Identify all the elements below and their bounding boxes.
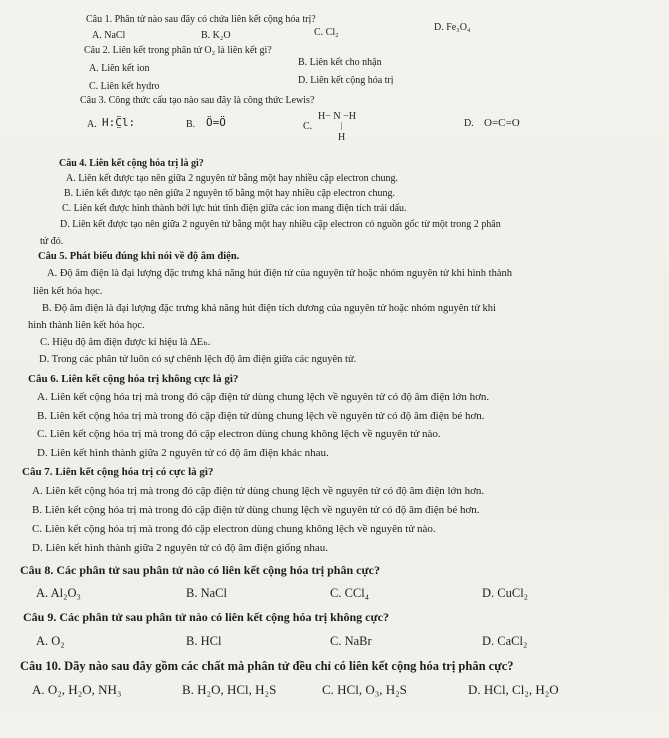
q3-option-d-label: D.: [464, 118, 474, 129]
q3-option-b-formula: Ö=Ö: [206, 116, 226, 129]
q6-option-c: C. Liên kết cộng hóa trị mà trong đó cặp electron dùng chung không lệch về nguyên tử nào.: [37, 428, 441, 440]
q2-option-b: B. Liên kết cho nhận: [298, 57, 382, 68]
q2-option-c: C. Liên kết hydro: [89, 81, 160, 92]
q9-option-c: C. NaBr: [330, 634, 372, 648]
q1-option-c: C. Cl₂: [314, 27, 339, 38]
q4-stem: Câu 4. Liên kết cộng hóa trị là gì?: [59, 158, 204, 169]
q4-option-c: C. Liên kết được hình thành bởi lực hút tĩnh điện giữa các ion mang điện tích trái dấu.: [62, 203, 407, 214]
q1-stem: Câu 1. Phân tử nào sau đây có chứa liên kết cộng hóa trị?: [86, 14, 316, 25]
q1-option-a: A. NaCl: [92, 30, 126, 41]
q4-option-a: A. Liên kết được tạo nên giữa 2 nguyên tử bằng một hay nhiều cặp electron chung.: [66, 173, 399, 184]
q6-option-d: D. Liên kết hình thành giữa 2 nguyên tử có độ âm điện khác nhau.: [37, 447, 329, 459]
q2-option-d: D. Liên kết cộng hóa trị: [298, 75, 394, 86]
q5-option-d: D. Trong các phân tử luôn có sự chênh lệch độ âm điện giữa các nguyên tử.: [39, 354, 357, 365]
q8-stem: Câu 8. Các phân tử sau phân tử nào có liên kết cộng hóa trị phân cực?: [20, 563, 380, 577]
q5-option-b-line1: B. Độ âm điện là đại lượng đặc trưng khả năng hút điện tích dương của nguyên tử hoặc nhóm nguyên tử khi: [42, 303, 496, 314]
q3-option-d-formula: O=C=O: [484, 117, 520, 129]
q10-option-a: A. O₂, H₂O, NH₃: [32, 682, 122, 697]
q2-stem: Câu 2. Liên kết trong phân tử O₂ là liên kết gì?: [84, 45, 272, 56]
q6-option-a: A. Liên kết cộng hóa trị mà trong đó cặp điện tử dùng chung lệch về nguyên tử có độ âm điện lớn hơn.: [37, 391, 490, 403]
q8-option-b: B. NaCl: [186, 586, 227, 600]
q6-option-b: B. Liên kết cộng hóa trị mà trong đó cặp điện tử dùng chung lệch về nguyên tử có độ âm điện bé hơn.: [37, 410, 485, 422]
q4-option-d-line2: tử đó.: [40, 236, 64, 247]
q10-option-b: B. H₂O, HCl, H₂S: [182, 682, 277, 697]
q5-option-c: C. Hiệu độ âm điện được kí hiệu là ΔEₕ.: [40, 337, 211, 348]
q1-option-b: B. K₂O: [201, 30, 231, 41]
q4-option-d-line1: D. Liên kết được tạo nên giữa 2 nguyên tử bằng một hay nhiều cặp electron có nguồn gốc từ một trong 2 phân: [60, 219, 501, 230]
q10-stem: Câu 10. Dãy nào sau đây gồm các chất mà phân tử đều chỉ có liên kết cộng hóa trị phân cực?: [20, 659, 514, 673]
q3-option-a-label: A.: [87, 119, 97, 130]
q3-option-c-formula-bottom: H: [338, 132, 346, 143]
q10-option-c: C. HCl, O₃, H₂S: [322, 682, 407, 697]
q8-option-c: C. CCl₄: [330, 586, 370, 600]
q5-stem: Câu 5. Phát biểu đúng khi nói về độ âm điện.: [38, 251, 240, 262]
q3-option-c-label: C.: [303, 121, 313, 132]
q3-option-c-bond: |: [341, 121, 343, 130]
q3-option-a-formula: H:C̤̈l:: [102, 116, 136, 129]
q5-option-b-line2: hình thành liên kết hóa học.: [28, 320, 145, 331]
q8-option-d: D. CuCl₂: [482, 586, 529, 600]
q8-option-a: A. Al₂O₃: [36, 586, 81, 600]
q7-option-a: A. Liên kết cộng hóa trị mà trong đó cặp điện tử dùng chung lệch về nguyên tử có độ âm điện lớn hơn.: [32, 485, 485, 497]
q3-option-b-label: B.: [186, 119, 196, 130]
q3-stem: Câu 3. Công thức cấu tạo nào sau đây là công thức Lewis?: [80, 95, 315, 106]
q10-option-d: D. HCl, Cl₂, H₂O: [468, 682, 559, 697]
q5-option-a-line1: A. Độ âm điện là đại lượng đặc trưng khả năng hút điện tử của nguyên tử hoặc nhóm nguyên tử khi hình thành: [47, 268, 512, 279]
q7-option-c: C. Liên kết cộng hóa trị mà trong đó cặp electron dùng chung không lệch về nguyên tử nào.: [32, 523, 436, 535]
q1-option-d: D. Fe₃O₄: [434, 22, 471, 33]
q5-option-a-line2: liên kết hóa học.: [33, 286, 103, 297]
q9-stem: Câu 9. Các phân tử sau phân tử nào có liên kết cộng hóa trị không cực?: [23, 610, 389, 624]
q4-option-b: B. Liên kết được tạo nên giữa 2 nguyên tố bằng một hay nhiều cặp electron chung.: [64, 188, 396, 199]
q6-stem: Câu 6. Liên kết cộng hóa trị không cực là gì?: [28, 373, 239, 385]
q2-option-a: A. Liên kết ion: [89, 63, 150, 74]
q9-option-b: B. HCl: [186, 634, 222, 648]
q7-stem: Câu 7. Liên kết cộng hóa trị có cực là gì?: [22, 466, 214, 478]
q3-option-c-formula-top: H− N −H: [318, 111, 356, 122]
q7-option-b: B. Liên kết cộng hóa trị mà trong đó cặp điện tử dùng chung lệch về nguyên tử có độ âm điện bé hơn.: [32, 504, 480, 516]
q9-option-d: D. CaCl₂: [482, 634, 528, 648]
q9-option-a: A. O₂: [36, 634, 65, 648]
q7-option-d: D. Liên kết hình thành giữa 2 nguyên tử có độ âm điện giống nhau.: [32, 542, 329, 554]
